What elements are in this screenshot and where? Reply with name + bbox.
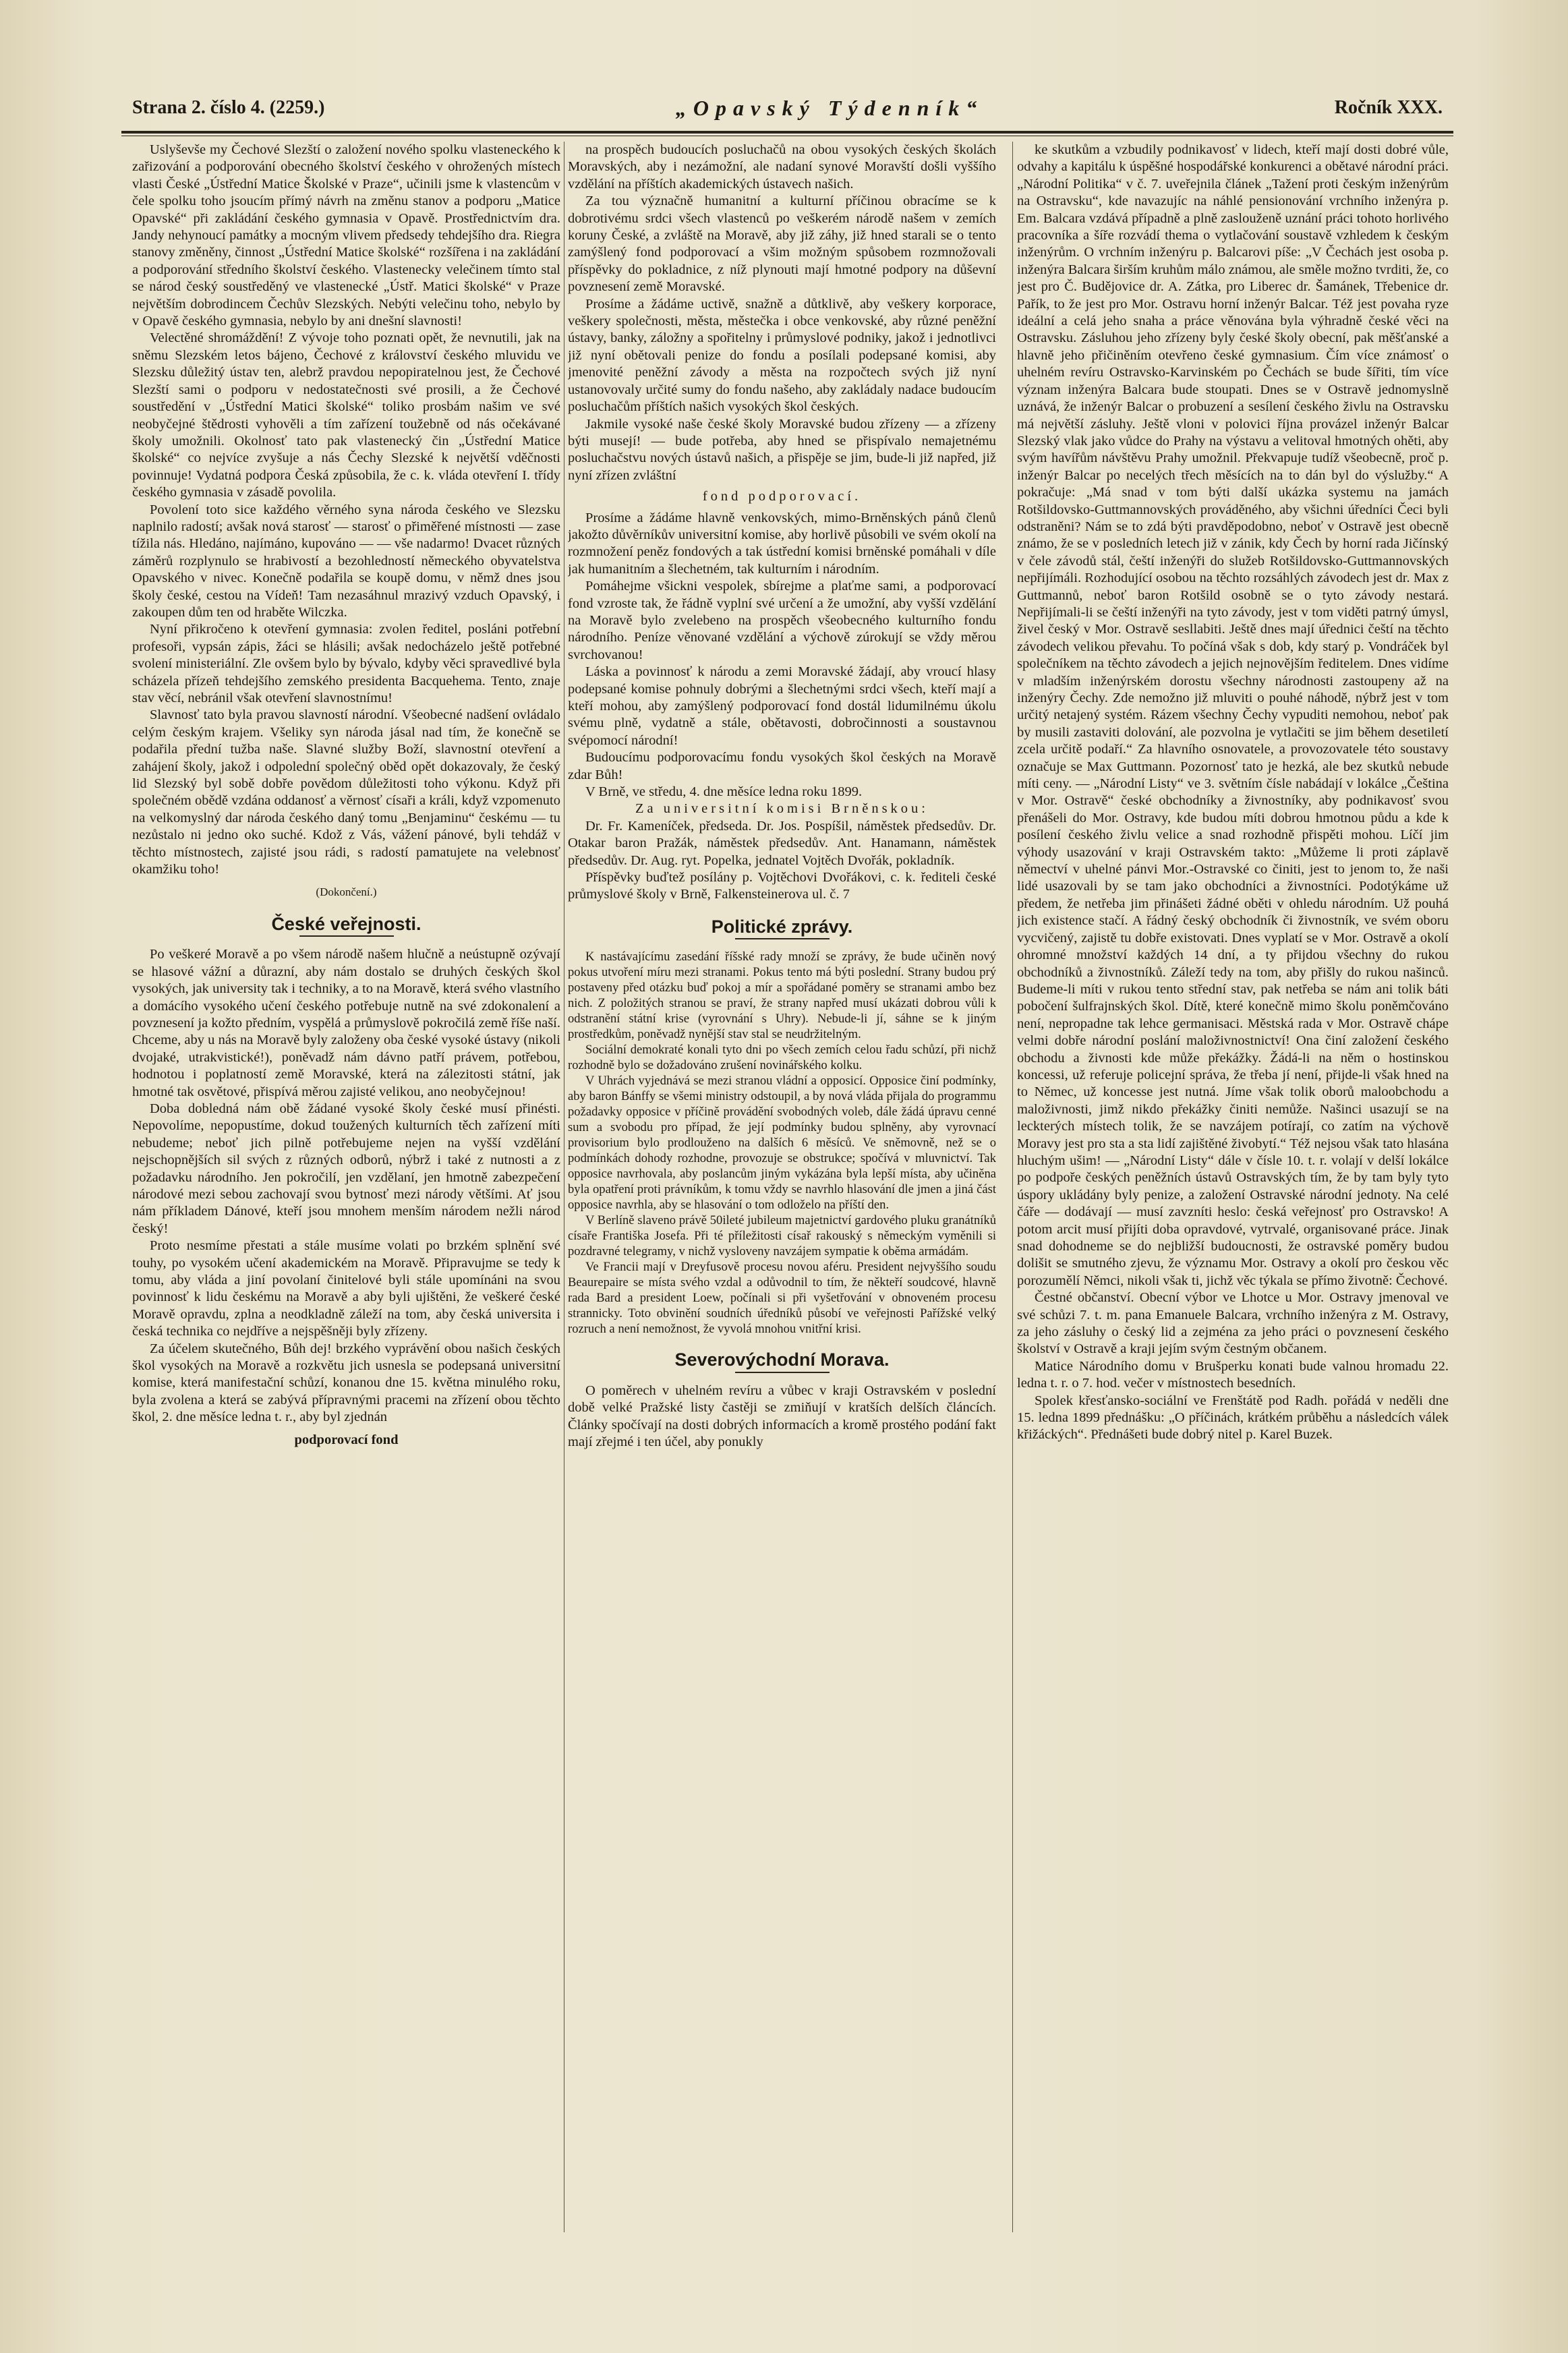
- paragraph: Velectěné shromáždění! Z vývoje toho poznati opět, že nevnutili, jak na sněmu Slezském letos bájeno, Čechové z království českého mluvidu ve Slezsku důležitý ústav ten, alebrž pravdou nepopiratelnou jest, že Čechové Slezští sami o podporu v nedostatečnosti své prosili, a že Čechové soustředění v „Ústřední Matici školské“ toliko prosbám našim ve své neobyčejné štědrosti vyhověli a tím zařízení toužebně od nás očekávané školy umožnili. Okolnosť tato pak vlastenecký čin „Ústřední Matice školské“ co nejvíce zvyšuje a nás Čechy Slezské k největší vděčnosti povinnuje! Vydatná podpora Česká způsobila, že c. k. vláda otevření I. třídy českého gymnasia v zásadě povolila.: [132, 330, 560, 500]
- paragraph: Povolení toto sice každého věrného syna národa českého ve Slezsku naplnilo radostí; avšak nová starosť — starosť o přiměřené místnosti — zase tížila nás. Hledáno, najímáno, kupováno — — vše nadarmo! Dvacet různých záměrů rozplynulo se hrabivostí a bezohledností německého obyvatelstva Opavského v nivec. Konečně podařila se koupě domu, v němž dnes jsou školy české, cestou na Vídeň! Tam nezasáhnul mrazivý vzduch Opavský, i zakoupen dům ten od hraběte Wilczka.: [132, 502, 560, 620]
- paragraph: Po veškeré Moravě a po všem národě našem hlučně a neústupně ozývají se hlasové vážní a důrazní, aby nám dostalo se druhých českých škol vysokých, jak university tak i techniky, a to na Moravě, která svého vlastního a domácího vysokého učení českého potřebuje nutně na své zdokonalení a povznesení ja kožto předním, vyspělá a průmyslově pokročilá země říše naší. Chceme, aby u nás na Moravě byly založeny oba české vysoké ústavy (nikoli dvojaké, utrakvistické!), poněvadž nám dávno patří právem, potřebou, hodnotou i poplatností země Moravské, která na zálezitosti státní, jak hmotné tak osvětové, přispívá měrou zajisté velikou, ano neobyčejnou!: [132, 947, 560, 1099]
- paragraph: Příspěvky buďtež posílány p. Vojtěchovi Dvořákovi, c. k. řediteli české průmyslové školy v Brně, Falkensteinerova ul. č. 7: [568, 870, 996, 902]
- paragraph: Spolek křesťansko-sociální ve Frenštátě pod Radh. pořádá v neděli dne 15. ledna 1899 přednášku: „O příčinách, krátkém průběhu a následcích válek křižáckých“. Přednášeti bude dobrý nitel p. Karel Buzek.: [1017, 1393, 1449, 1443]
- heading-rule: [735, 1372, 830, 1373]
- paragraph: Láska a povinnosť k národu a zemi Moravské žádají, aby vroucí hlasy podepsané komise pohnuly dobrými a šlechetnými srdci všech, kteří mají a kteří mohou, aby zamýšlený podporovací fond dostál lidumilnému úkolu svému plně, vydatně a stále, obětavosti, dobročinnosti a soustavnou svépomocí národní!: [568, 664, 996, 748]
- paragraph: Prosíme a žádáme uctivě, snažně a důtklivě, aby veškery korporace, veškery společnosti, města, městečka i obce venkovské, aby různé peněžní ústavy, banky, záložny a spořitelny i průmyslové podniky, jakož i jednotlivci již nyní obětovali penize do fondu a posílali podepsané komisi, aby jmenovité peněžní závody a města na rozpočtech svých již nyní ustanovovaly určité sumy do fondu našeho, aby zakládaly nadace budoucím posluchačům příštích našich vysokých škol českých.: [568, 296, 996, 415]
- paragraph: Doba dobledná nám obě žádané vysoké školy české musí přinésti. Nepovolíme, nepopustíme, dokud toužených kulturních těch zařízení míti nebudeme; neboť jich pilně potřebujeme nejen na vyšší vzdělání nejschopnějších sil svých z různých odborů, nýbrž i také z nutnosti a z požadavku národního. Jen pokročilí, jen vzdělaní, jen hmotně zabezpečení národové mezi sebou zachovají svou bytnosť mezi národy většími. Ať jsou nám příkladem Dánové, kteří jsou mnohem menším národem nežli národ český!: [132, 1101, 560, 1236]
- paragraph: ke skutkům a vzbudily podnikavosť v lidech, kteří mají dosti dobré vůle, odvahy a kapitálu k úspěšné hospodářské konkurenci a obětavé národní práci. „Národní Politika“ v č. 7. uveřejnila článek „Tažení proti českým inženýrům na Ostravsku“, kde navazujíc na náhlé pensionování vrchního inženýra p. Em. Balcara vzdává případně a plně zaslouženě uznání práci tohoto horlivého pracovníka a šíře rozvádí thema o vytlačování soustavě vzhledem k českým inženýrům. O vrchním inženýru p. Balcarovi píše: „V Čechách jest osoba p. inženýra Balcara širším kruhům málo známou, ale směle možno tvrditi, že, co jest pro Č. Budějovice dr. A. Zátka, pro Liberec dr. Šamánek, Třebenice dr. Pařík, to že jest pro Mor. Ostravu horní inženýr Balcar. Též jest povaha ryze ideální a celá jeho snaha a práce věnována byla výhradně české věci na Ostravsku. Zásluhou jeho zřízeny byly české školy obecní, pak měšťanské a hlavně jeho přičiněním otevřeno české gymnasium. Čím více známosť o uhelném revíru Ostravsko-Karvinském po Čechách se bude šířiti, tím více význam inženýra Balcara bude stoupati. Dnes se v Ostravě jednomyslně uznává, že inženýr Balcar o probuzení a sesílení českého živlu na Ostravsku má největší zásluhy. Ještě vloni v polovici října provázel inženýr Balcar Slezský vlak jako vůdce do Prahy na výstavu a velitoval hmotných ohěti, aby svým havířům návštěvu Prahy umožnil. Překvapuje tudíž všeobecně, proč p. inženýr Balcar po necelých třech měsících na to dán byl do výslužby.“ A pokračuje: „Má snad v tom býti další ukázka systemu na jamách Rotšildovsko-Guttmannovských prováděného, aby všichni úředníci Čeci byli odstraněni? Nám se to zdá býti pravděpodobno, neboť v Ostravě jest obecně známo, že se v posledních letech již v zánik, kdy Čech by horní rada Jičínský v čele závodů stál, čeští inženýři do služeb Rotšildovsko-Guttmannovských nepřijímáli. Rozhodující osobou na těchto rozsáhlých závodech jest dr. Max z Guttmannů, neboť baron Rotšild osobně se o tyto závody nestará. Nepřijímali-li se čeští inženýři na tyto závody, jest v tom viděti patrný úmysl, živel český v Mor. Ostravě sesllabiti. Ještě dnes mají úřednici čeští na těchto závodech velikou převahu. To počíná však s dob, kdy starý p. Vondráček byl společníkem na těchto závodech a jejich nejnovějším ředitelem. Dnes vidíme v mladším inženýrském dorostu všechny národnosti zastoupeny až na inženýry Čechy. Zde nemožno již mluviti o pouhé náhodě, nýbrž jest v tom určitý netajený systém. Rázem všechny Čechy vypuditi nemohou, neboť pak by musili zastaviti dolování, ale pozvolna je vytlačiti se jim během desetiletí zcela určitě podaří.“ Za hlavního osnovatele, a provozovatele této soustavy označuje se Max Guttmann. Pozornosť tato je hezká, ale bez skutků nebude míti ceny. — „Národní Listy“ ve 3. světním čísle nabádají v lokálce „Čeština v Mor. Ostravě“ české obchodníky a živnostníky, aby podnikavosť svou přenášeli do Mor. Ostravy, kde budou míti dobrou hmotnou půdu a kde k posílení českého živlu velice a snad rozhodně přispěti mohou. Líčí jim výhody usazování v kraji Ostravském takto: „Můžeme li proti záplavě němectví v uhelné pánvi Mor.-Ostravské co činiti, jest to jenom to, že naši lidé usazovali by se tam jako obchodníci a živnostníci. Podotýkáme už předem, že netřeba jim přinášeti žádné oběti v ohledu národním. Už pouhá jich existence stačí. A řádný český obchodník či živnostník, ve svém oboru vycvičený, zajistě tu dobře existovati. Dnes vyplatí se v Mor. Ostravě a okolí ohromné množství každých 14 dní, a ty přijdou všechny do rukou obchodníků a živnostníků. Záleží tedy na tom, aby přišly do rukou našinců. Budeme-li míti v rukou tento střední stav, pak netřeba se nám ani tolik báti pobočení šulfrajnských škol. Dítě, které konečně mimo školu poněmčováno není, nepropadne tak lehce germanisaci. Městská rada v Mor. Ostravě chápe velmi dobře národní poslání maloživnostnictví! Ona činí založení českého obchodu a živnosti kde může překážky. Žádá-li na něm o hostinskou koncessi, už referuje policejní správa, že třeba jí není, přijde-li však hned na to Němec, už koncesse jest nutná. Jíme však tolik oborů maloobchodu a maloživnosti, jimž nikdo překážky činiti nemůže. Našinci usazují se na leckterých místech tolik, že se navzájem potírají, co zatím na výchově Moravy jest pro sta a sta lidí zajištěné živobytí.“ Též nejsou však tato hlasána hluchým ušim! — „Národní Listy“ dále v čísle 10. t. r. volají v delší lokálce po podpoře českých peněžních ústavů Ostravských tím, že by tam byly tyto úspory ukládány byly penize, a založení Ostravské národní jednoty. Na celé čáře — dodávají — musí zavzníti heslo: česká veřejnosť pro Ostravsko! A potom arcit musí přijíti doba opravdové, vytrvalé, organisované práce. Jinak snad dohodneme se do nejbližší budoucnosti, že ostravské poměry budou dolišit se smutného zjevu, že významu Mor. Ostravy a okolí pro českou věc porozumělí Němci, nikoli však ti, jichž věc týkala se přímo životně: Čechové.: [1017, 142, 1449, 1288]
- column-divider: [1012, 142, 1013, 2232]
- paragraph: na prospěch budoucích posluchačů na obou vysokých českých školách Moravských, aby i nezámožní, ale nadaní synové Moravští došli vyššího vzdělání na příštích akademických ústavech našich.: [568, 142, 996, 192]
- paragraph: Budoucímu podporovacímu fondu vysokých škol českých na Moravě zdar Bůh!: [568, 750, 996, 782]
- section-heading: Severovýchodní Morava.: [674, 1349, 890, 1370]
- paragraph: K nastávajícímu zasedání říšské rady množí se zprávy, že bude učiněn nový pokus utvoření míru mezi stranami. Pokus tento má býti poslední. Strany budou prý postaveny před otázku buď pokoj a mír a spořádané poměry se stranami ambo bez nich. Z položitých stranou se praví, že strany napřed musí ukázati dobrou vůli k odstranění státní krise (vyrovnání s Uhry). Nebude-li jí, sáhne se k jiným prostředkům, poněvadž nynější stav stal se neudržitelným.: [568, 950, 996, 1042]
- paragraph: Jakmile vysoké naše české školy Moravské budou zřízeny — a zřízeny býti musejí! — bude potřeba, aby hned se přispívalo nemajetnému posluchačstvu nových ústavů našich, a přispěje se jim, bude-li již napřed, již nyní zřízen zvláštní: [568, 416, 996, 483]
- paragraph: Matice Národního domu v Brušperku konati bude valnou hromadu 22. ledna t. r. o 7. hod. večer v místnostech besedních.: [1017, 1358, 1449, 1391]
- paragraph: Nyní přikročeno k otevření gymnasia: zvolen ředitel, posláni potřební profesoři, vypsán zápis, žáci se hlásili; avšak nedocházelo ještě potřebné svolení ministeriální. Zle ovšem bylo by bývalo, kdyby věci spravedlivé byla scházela přízeň tehdejšího zemského presidenta Bacquehema. Tento, znaje stav věcí, nebránil však otevření slavnostnímu!: [132, 622, 560, 705]
- paragraph: Ve Francii mají v Dreyfusově procesu novou aféru. President nejvyššího soudu Beaurepaire se místa svého vzdal a odůvodnil to tím, že někteří soudcové, hlavně rada Bard a president Loew, počínali si při vyšetřování v obnoveném procesu strannicky. Toto obvinění soudních úředníků působí ve veřejnosti Pařížské velký rozruch a není nemožnost, že vyvolá mnohou vnitřní krisi.: [568, 1260, 996, 1337]
- continuation-note: (Dokončení.): [316, 885, 377, 899]
- section-heading: Politické zprávy.: [711, 916, 853, 937]
- paragraph: Uslyševše my Čechové Slezští o založení nového spolku vlasteneckého k zařizování a podporování obecného školství českého v ohrožených místech vlasti České „Ústřední Matice Školské v Praze“, učinili jsme k vlastencům v čele spolku toho jsoucím přímý návrh na změnu stanov a podporu „Matice Opavské“ při zakládání českého gymnasia v Opavě. Prostřednictvím dra. Jandy nehynoucí památky a mocným vlivem předsedy tehdejšího dra. Riegra stanovy změněny, činnost „Ústřední Matice školské“ rozšířena i na zakládání a podporování středního školství českého. Vlastenecky velečinem tímto stal se národ český soustředěný ve vlastenecké „Ústř. Matici školské“ v Praze největším dobrodincem Čechův Slezských. Nebýti velečinu toho, nebylo by v Opavě českého gymnasia, nebylo by ani dnešní slavnosti!: [132, 142, 560, 329]
- column-1: [132, 142, 560, 2266]
- paragraph: podporovací fond: [294, 1432, 399, 1447]
- paragraph: O poměrech v uhelném revíru a vůbec v kraji Ostravském v poslední době velké Pražské listy častěji se zmiňují v kratších delších článcích. Články spočívají na dosti dobrých informacích a kromě prostého podání fakt mají zřejmé i ten účel, aby ponukly: [568, 1383, 996, 1449]
- volume-number: Ročník XXX.: [1334, 97, 1443, 118]
- paragraph: Čestné občanství. Obecní výbor ve Lhotce u Mor. Ostravy jmenoval ve své schůzi 7. t. m. pana Emanuele Balcara, vrchního inženýra z M. Ostravy, za jeho zásluhy o český lid a zejména za jeho práci o povznesení českého školství v Ostravě a kraji jejím svým čestným občanem.: [1017, 1290, 1449, 1357]
- heading-rule: [299, 935, 394, 937]
- column-2: [568, 142, 996, 2266]
- newspaper-title: „Opavský Týdenník“: [675, 95, 984, 120]
- paragraph: Prosíme a žádáme hlavně venkovských, mimo-Brněnských pánů členů jakožto důvěrníkův universitní komise, aby horlivě působili ve svém okolí na rozmnožení peněz fondových a tak ústřední komisi brněnské pomáhali v díle jak humanitním a šlechetném, tak kulturním i národním.: [568, 510, 996, 577]
- paragraph: V Uhrách vyjednává se mezi stranou vládní a opposicí. Opposice činí podmínky, aby baron Bánffy se všemi ministry odstoupil, a by nová vláda přijala do programmu požadavky opposice v příčině provádění svobodných voleb, dále žádá úpravu cenné sum a svobodu pro případ, že její podmínky budou splněny, aby vyrovnací provisorium bylo prodlouženo na dalších 6 měsíců. Ve sněmovně, než se o podmínkách dohody rozhodne, provozuje se obstrukce; spočívá v mluvnictví. Tak opposice navrhovala, aby poslancům jiným vykázána byla lepší místa, aby učiněna byla opatření proti právníkům, k tomu vždy se navrhlo hlasování dle jmen a jiná část opposice navrhla, aby se hlasování o tom odloželo na příští den.: [568, 1074, 996, 1213]
- paragraph: fond podporovací.: [702, 489, 862, 504]
- paragraph: V Brně, ve středu, 4. dne měsíce ledna roku 1899.: [585, 784, 863, 800]
- paragraph: Slavnosť tato byla pravou slavností národní. Všeobecné nadšení ovládalo celým českým krajem. Všeliky syn národa jásal nad tím, že konečně se podařila přední tužba naše. Slavné služby Boží, slavnostní otevření a zahájení školy, jakož i odpolední společný oběd opět dokazovaly, že český lid Slezský byl sobě dobře povědom důležitosti toho výkonu. Když při společném obědě vzdána oddanosť a věrnosť císaři a králi, když vzpomenuto na velkomyslný dar národa českého daný tomu „Benjaminu“ českému — tu nezůstalo ni jedno oko suché. Kdož z Vás, vážení pánové, byli tehdáž v těchto místnostech, zajisté jsou rádi, s radostí pamatujete na velebnosť okamžiku toho!: [132, 707, 560, 877]
- page-header: [132, 88, 1443, 128]
- heading-rule: [735, 938, 830, 939]
- paragraph: Dr. Fr. Kameníček, předseda. Dr. Jos. Pospíšil, náměstek předsedův. Dr. Otakar baron Pražák, náměstek předsedův. Ant. Hanamann, náměstek předsedův. Dr. Aug. ryt. Popelka, jednatel Vojtěch Dvořák, pokladník.: [568, 818, 996, 868]
- paragraph: Sociální demokraté konali tyto dni po všech zemích celou řadu schůzí, při nichž rozhodně bylo se dožadováno zrušení novinářského kolku.: [568, 1043, 996, 1073]
- page-number: Strana 2. číslo 4. (2259.): [132, 97, 325, 118]
- paragraph: Proto nesmíme přestati a stále musíme volati po brzkém splnění své touhy, po vysokém učení akademickém na Moravě. Připravujme se tedy k tomu, aby vláda a jiní povolaní činitelové byli stále upomínáni na svou povinnosť k lidu českému na Moravě a aby byli ujištěni, že veškeré české Moravě opravdu, zplna a neodkladně záleží na tom, aby česká universita i česká technika co nejdříve a nejspěšněji byly zřízeny.: [132, 1238, 560, 1339]
- section-heading: České veřejnosti.: [271, 913, 422, 934]
- header-rule: [121, 131, 1453, 134]
- paragraph: V Berlíně slaveno právě 50ileté jubileum majetnictví gardového pluku granátníků císaře Františka Josefa. Při té příležitosti císař rakouský s německým vyměnili si pozdravné telegramy, v nichž vysloveny navzájem sympatie k oběma armádám.: [568, 1213, 996, 1259]
- paragraph: Za účelem skutečného, Bůh dej! brzkého vyprávění obou našich českých škol vysokých na Moravě a rozkvětu jich usnesla se podepsaná universitní komise, která manifestační schůzí, konanou dne 15. května minulého roku, byla zvolena a která se zabývá přípravnými pracemi na zřízení obou těchto škol, 2. dne měsíce ledna t. r., aby byl zjednán: [132, 1341, 560, 1425]
- paragraph: Pomáhejme všickni vespolek, sbírejme a plaťme sami, a podporovací fond vzroste tak, že řádně vyplní své určení a že umožní, aby vyšší vzdělání na Moravě bylo zvelebeno na prospěch všeobecného kulturního fondu národního. Peníze věnované vzdělání a výchově zúrokují se vždy měrou svrchovanou!: [568, 579, 996, 662]
- paragraph: Za tou význačně humanitní a kulturní příčinou obracíme se k dobrotivému srdci všech vlastenců po veškerém národě našem v zemích koruny České, a zvláště na Moravě, aby již záhy, již hned starali se o tento zamýšlený fond podporovací a všim možným spůsobem rozmnožovali příspěvky do pokladnice, z níž plynouti mají hmotné podpory na důševní povznesení země Moravské.: [568, 194, 996, 295]
- paragraph: Za universitní komisi Brněnskou:: [635, 801, 929, 817]
- column-3: [1017, 142, 1449, 2266]
